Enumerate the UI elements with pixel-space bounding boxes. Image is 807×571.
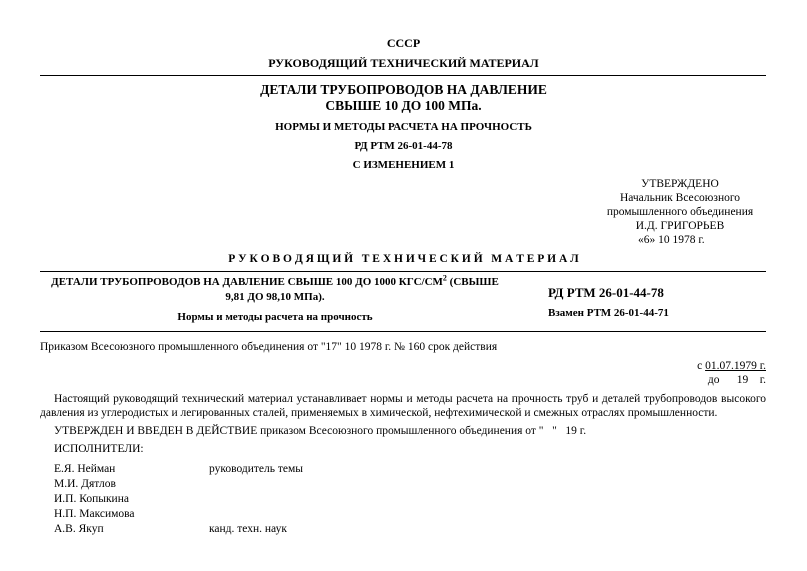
table-top-rule xyxy=(40,271,766,272)
doc-subtitle: НОРМЫ И МЕТОДЫ РАСЧЕТА НА ПРОЧНОСТЬ xyxy=(275,121,532,133)
doc-code: РД РТМ 26-01-44-78 xyxy=(354,140,453,152)
list-item xyxy=(54,508,354,523)
approval-name: И.Д. ГРИГОРЬЕВ xyxy=(635,220,725,232)
approval-block xyxy=(600,178,760,234)
doc-table-replaces: Взамен РТМ 26-01-44-71 xyxy=(548,307,669,319)
spaced-heading: Р У К О В О Д Я Щ И Й Т Е Х Н И Ч Е С К И Й М А Т Е Р И А Л xyxy=(228,253,579,265)
country-header: СССР xyxy=(386,36,421,50)
executor-name: Е.Я. Нейман xyxy=(54,463,116,475)
executor-name: Н.П. Максимова xyxy=(54,508,135,520)
doc-table-code: РД РТМ 26-01-44-78 xyxy=(548,285,664,300)
effective-from-date: 01.07.1979 г. xyxy=(705,360,766,372)
doc-title-line1: ДЕТАЛИ ТРУБОПРОВОДОВ НА ДАВЛЕНИЕ xyxy=(260,82,547,97)
list-item xyxy=(54,463,354,478)
executor-role: руководитель темы xyxy=(209,463,303,475)
doc-table-title-part1: ДЕТАЛИ ТРУБОПРОВОДОВ НА ДАВЛЕНИЕ СВЫШЕ 100 ДО 1000 КГС/СМ xyxy=(51,276,443,288)
effective-from-prefix: с xyxy=(697,360,706,372)
approval-title: УТВЕРЖДЕНО xyxy=(641,178,719,190)
approval-line1: Начальник Всесоюзного xyxy=(619,192,741,204)
header-divider xyxy=(40,75,766,76)
amendment-note: С ИЗМЕНЕНИЕМ 1 xyxy=(352,159,455,171)
doc-table-title-sup: 2 xyxy=(442,273,447,283)
order-text: Приказом Всесоюзного промышленного объединения от "17" 10 1978 г. № 160 срок действия xyxy=(40,341,498,353)
list-item xyxy=(54,523,354,538)
body-paragraph: Настоящий руководящий технический материал устанавливает нормы и методы расчета на прочность труб и деталей трубопроводов высокого давления из углеродистых и легированных сталей, применяемых в химической, нефтехимической и смежных отраслях промышленности. xyxy=(40,393,766,419)
doc-table-subtitle: Нормы и методы расчета на прочность xyxy=(177,311,373,323)
doc-type-header: РУКОВОДЯЩИЙ ТЕХНИЧЕСКИЙ МАТЕРИАЛ xyxy=(268,56,539,70)
executor-name: А.В. Якуп xyxy=(54,523,104,535)
executor-name: И.П. Копыкина xyxy=(54,493,129,505)
doc-table-title-part2: (СВЫШЕ xyxy=(446,276,499,288)
effective-from xyxy=(697,360,766,372)
executor-name: М.И. Дятлов xyxy=(54,478,116,490)
doc-table-title-line2: 9,81 ДО 98,10 МПа). xyxy=(225,291,325,303)
effective-to: до 19 г. xyxy=(707,374,766,386)
executors-heading: ИСПОЛНИТЕЛИ: xyxy=(54,443,144,455)
approval-date: «6» 10 1978 г. xyxy=(638,234,705,246)
approval-line2: промышленного объединения xyxy=(606,206,754,218)
list-item xyxy=(54,478,354,493)
doc-table-title xyxy=(40,275,510,305)
executor-role: канд. техн. наук xyxy=(209,523,287,535)
list-item xyxy=(54,493,354,508)
table-bottom-rule xyxy=(40,331,766,332)
executors-list xyxy=(54,463,354,538)
doc-title-line2: СВЫШЕ 10 ДО 100 МПа. xyxy=(325,98,482,113)
approved-line: УТВЕРЖДЕН И ВВЕДЕН В ДЕЙСТВИЕ приказом Всесоюзного промышленного объединения от " " 19 г. xyxy=(54,425,587,437)
